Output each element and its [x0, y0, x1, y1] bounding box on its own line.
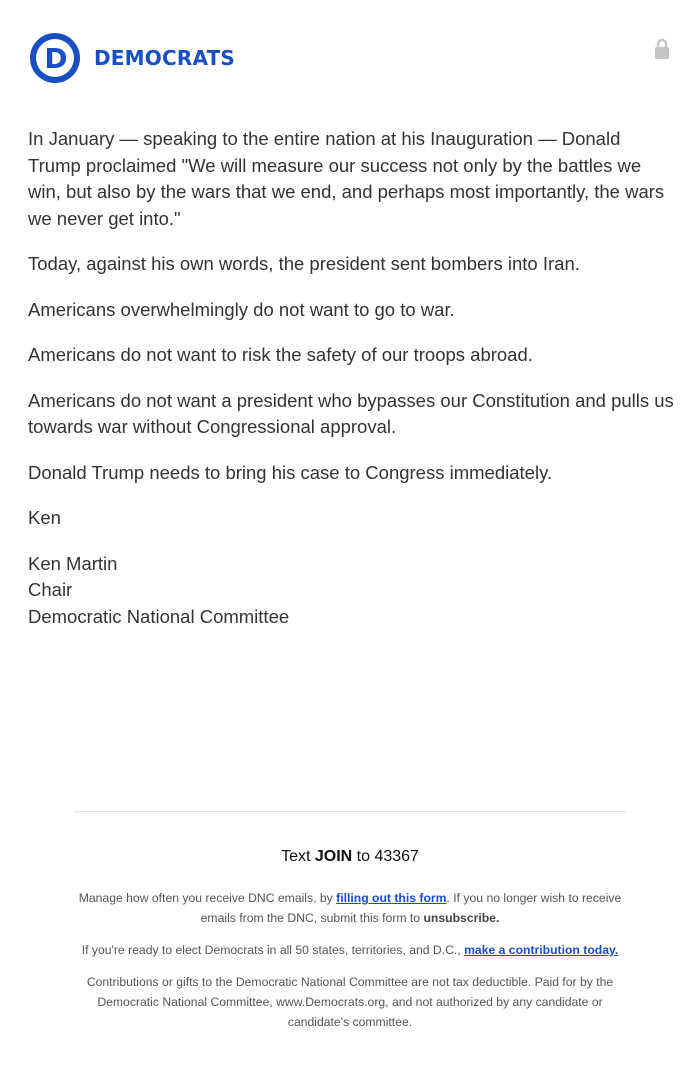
manage-middle: . If you no longer wish to receive emails from the DNC, submit this form to: [200, 891, 622, 925]
text-suffix: to 43367: [352, 848, 419, 865]
preferences-form-link[interactable]: filling out this form: [336, 891, 447, 905]
signature-block: [28, 551, 674, 631]
body-paragraph: Americans overwhelmingly do not want to go to war.: [28, 298, 455, 320]
body-paragraph: In January — speaking to the entire nation at his Inauguration — Donald Trump proclaimed "We will measure our success not only by the battles we win, but also by the wars that we end, and perhaps most importantly, the wars we never get into.": [28, 128, 665, 229]
join-keyword: JOIN: [314, 848, 353, 865]
body-paragraph: Americans do not want a president who bypasses our Constitution and pulls us towards war without Congressional approval.: [28, 389, 674, 437]
email-body: [28, 126, 674, 630]
legal-disclaimer: Contributions or gifts to the Democratic National Committee are not tax deductible. Paid for by the Democratic National Committee, www.Democrats.org, and not authorized by any candidate or candidate's committee.: [86, 975, 614, 1029]
signature-title: Chair: [28, 579, 73, 600]
sign-off: Ken: [28, 507, 61, 528]
manage-preferences-text: [74, 888, 626, 928]
signature-org: Democratic National Committee: [28, 605, 290, 627]
text-join-line: [74, 846, 626, 868]
body-paragraph: Americans do not want to risk the safety of our troops abroad.: [28, 344, 533, 365]
logo-letter: D: [44, 41, 68, 75]
body-paragraph: Today, against his own words, the president sent bombers into Iran.: [28, 253, 580, 274]
manage-prefix: Manage how often you receive DNC emails, by: [78, 891, 337, 905]
signature-name: Ken Martin: [28, 552, 118, 574]
header: [30, 30, 235, 86]
footer: [74, 846, 626, 1044]
contribution-text: [74, 940, 626, 960]
brand-name: DEMOCRATS: [94, 46, 236, 70]
unsubscribe-link[interactable]: unsubscribe.: [423, 911, 500, 925]
text-prefix: Text: [281, 848, 315, 865]
body-paragraph: Donald Trump needs to bring his case to Congress immediately.: [28, 461, 553, 483]
contribution-link[interactable]: make a contribution today.: [464, 943, 619, 957]
elect-prefix: If you're ready to elect Democrats in all 50 states, territories, and D.C.,: [81, 943, 465, 957]
lock-icon: [654, 38, 670, 60]
footer-divider: [74, 811, 626, 812]
democrats-logo[interactable]: [30, 33, 80, 83]
